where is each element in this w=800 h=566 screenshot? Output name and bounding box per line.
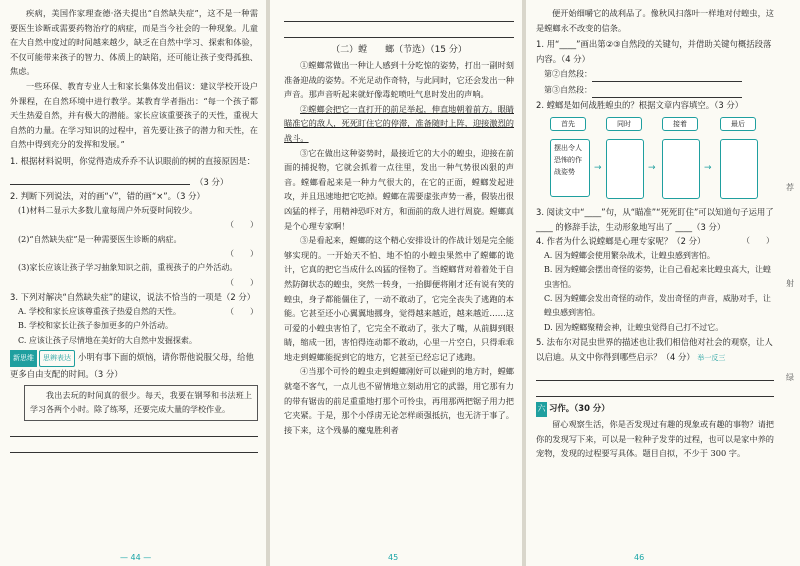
passage-paragraph: ③是看起来，螳螂的这个精心安排设计的作战计划是完全能够实现的。一开始天不怕、地不怕的小蝗虫果然中了螳螂的诡计，它真的把它当成什么凶猛的怪物了。当螳螂背对着着处于自然防御状态的蝗虫，突然一转身，一抬脚便将刚才还有说有笑的蝗虫，身子都能僵住了，一动不敢动了，它完全丧失了逃跑的本能。它甚至还小心翼翼地挪身，觉得越来越近，越来越近……这可爱的小蝗虫害怕了，它完全不敢动了，张大了嘴，从前脚到眼睛，缩成一团，害怕得连动都不敢动，心里一片空白，只得乖乖地走到螳螂能捉到它的地方，它甚至已经忘记了逃跑。 [284, 235, 514, 362]
q1-blank-label: 第②自然段： [544, 66, 774, 82]
q2-item-1: (1)材料二显示大多数儿童每周户外玩耍时间较少。 [18, 205, 198, 215]
arrow-right-icon: → [648, 162, 656, 173]
question-1: 1. 用“____”画出第②③自然段的关键句，并借助关键句概括段落内容。（4 分） [536, 39, 772, 64]
side-mark: 射 [786, 279, 794, 288]
passage-paragraph: ③它在做出这种姿势时，最接近它的大小的蝗虫，迎接在前面的捕捉物，它就会抓着一点往里，发出一种气势很凶狠的声音。螳螂看起来是一种力气很大的，在它的正面，螳螂发起进攻，并且迅速地把它吃掉。螳螂在需要虚张声势一番，假装出很凶猛的样子，用精神恐吓对方，和面前的敌人进行周旋。螳螂真是个心理专家啊！ [284, 147, 514, 231]
question-4: 4. 作者为什么说螳螂是心理专家呢？（2 分） （ ） [536, 234, 774, 249]
page-45 [270, 0, 522, 566]
answer-line[interactable] [284, 24, 514, 38]
page-number: 45 [388, 553, 399, 562]
question-5: 5. 法布尔对昆虫世界的描述也让我们相信他对社会的观察，让人以启迪。从文中你得到哪些启示？（4 分） 举一反三 [536, 337, 773, 362]
flow-cell[interactable] [606, 139, 644, 199]
flow-label: 最后 [720, 117, 756, 131]
flow-label: 接着 [662, 117, 698, 131]
scenario-text: 我出去玩的时间真的很少。每天，我要在钢琴和书法班上学习各两个小时。除了练琴，还要完成大量的学校作业。 [30, 391, 252, 414]
flow-cell[interactable] [720, 139, 758, 199]
question-4: 新思维 思辨表达 小明有事下面的烦恼，请你帮他说服父母，给他更多自由支配的时间。（3 分） [10, 351, 254, 379]
flow-cell: 摆出令人恐怖的作战姿势 [550, 139, 590, 197]
q4-option-c: C. 因为螳螂会发出奇怪的动作，发出奇怪的声音，威胁对手，让蝗虫感到害怕。 [544, 293, 771, 318]
task-number-badge: 六 [536, 402, 547, 417]
q3-option-a: A. 学校和家长应该尊重孩子热爱自然的天性。 [18, 306, 181, 316]
answer-line[interactable] [536, 367, 774, 381]
q4-option-d: D. 因为螳螂聚精会神，让蝗虫觉得自己打不过它。 [544, 322, 724, 332]
scenario-box [24, 385, 258, 421]
side-mark: 绿 [786, 373, 794, 382]
q2-paren-2[interactable]: （ ） [226, 248, 258, 258]
q4-option-b: B. 因为螳螂会摆出奇怪的姿势，让自己看起来比蝗虫高大，让蝗虫害怕。 [544, 265, 771, 289]
writing-task-text: 留心观察生活，你是否发现过有趣的现象或有趣的事物？请把你的发现写下来，可以是一粒种子发芽的过程，也可以是家中养的宠物，发现的过程要写具体。题目自拟，不少于 300 字。 [536, 418, 774, 459]
q2-paren-3[interactable]: （ ） [226, 277, 258, 287]
skill-tag: 思辨表达 [39, 350, 75, 367]
arrow-right-icon: → [594, 162, 602, 173]
passage-paragraph: ④当那个可怜的蝗虫走到螳螂刚好可以碰到的地方时，螳螂就毫不客气，一点儿也不留情地立刻动用它的武器，用它那有力的带有锯齿的前足重重地打那个可怜虫，再用那两把锯子用力把它夹紧。于是，那个小俘虏无论怎样顽强抵抗，也无济于事了。接下来，这个残暴的魔鬼胜利者 [284, 366, 514, 435]
page-46 [526, 0, 800, 566]
answer-line[interactable] [284, 8, 514, 22]
answer-line[interactable] [536, 383, 774, 397]
q4-paren[interactable]: （ ） [742, 236, 774, 246]
page-number: 46 [634, 553, 645, 562]
q4-option-a: A. 因为螳螂会使用繁杂战术，让蝗虫感到害怕。 [544, 250, 715, 260]
answer-line[interactable] [592, 68, 742, 82]
passage-paragraph: ①螳螂常做出一种让人感到十分吃惊的姿势，打出一副时刻准备迎战的姿势。不光足动作奇特，与此同时，它还会发出一种声音。那声音听起来就好像毒蛇喷吐气息时发出的声响。 [284, 60, 514, 100]
question-2: 2. 判断下列说法，对的画“√”，错的画“×”。（3 分） [10, 191, 205, 202]
answer-line[interactable] [592, 84, 742, 98]
flow-label: 同时 [606, 117, 642, 131]
q2-item-2: (2)“自然缺失症”是一种需要医生诊断的病症。 [18, 234, 182, 244]
answer-line[interactable] [10, 439, 258, 453]
question-3: 3. 阅读文中“____”句，从“瞄准”“死死盯住”可以知道句子运用了 ____ 的修辞手法，生动形象地写出了 ____（3 分） [536, 206, 774, 232]
flow-cell[interactable] [662, 139, 700, 199]
section-title: （二）螳 螂（节选）（15 分） [331, 45, 467, 55]
page-number: — 44 — [120, 553, 152, 562]
answer-line[interactable] [10, 423, 258, 437]
new-thinking-badge: 新思维 [10, 350, 37, 367]
q1-blank-label: 第③自然段： [544, 82, 774, 98]
q3-paren[interactable]: （ ） [226, 306, 258, 316]
q2-paren-1[interactable]: （ ） [226, 220, 258, 230]
flow-diagram [550, 117, 774, 203]
q3-option-b: B. 学校和家长让孩子参加更多的户外活动。 [18, 321, 173, 331]
passage-paragraph: 一些环保、教育专业人士和家长集体发出倡议：建议学校开设户外课程，在自然环境中进行教学。某教育学者指出：“每一个孩子都天生热爱自然，并有极大的潜能。家长应该重要孩子的天性，重视大自然的力量。在学习知识的过程中，首先要让孩子的潜力和天性，在自然中得到充分的发挥和发展。” [10, 80, 258, 150]
passage-paragraph: 疾病，美国作家理查德·洛夫提出“自然缺失症”，这不是一种需要医生诊断或需要药物治疗的病症，而是当今社会的一种现象。儿童在大自然中度过的时间越来越少，缺乏在自然中学习、探索和体验，不仅可能带来孩子的智力、体质上的缺陷，还可能让孩子变得孤独、焦虑。 [10, 8, 258, 77]
q2-item-3: (3)家长应该让孩子学习抽象知识之前，重视孩子的户外活动。 [18, 263, 238, 273]
question-1: 1. 根据材料说明，你觉得造成乔乔不认识眼前的树的直接原因是： [10, 155, 256, 166]
question-2: 2. 螳螂是如何战胜蝗虫的？根据文章内容填空。（3 分） [536, 100, 744, 111]
page-44 [0, 0, 266, 566]
question-3: 3. 下列对解决“自然缺失症”的建议，说法不恰当的一项是（2 分） （ ） [10, 290, 258, 305]
q3-option-c: C. 应该让孩子尽情地在美好的大自然中发掘探索。 [18, 335, 197, 345]
writing-task-heading: 六 习作。（30 分） [536, 401, 774, 417]
arrow-right-icon: → [704, 162, 712, 173]
tip-tag: 举一反三 [697, 353, 726, 362]
side-mark: 荐 [786, 183, 794, 192]
passage-paragraph: 便开始细嚼它的战利品了。像秋风扫落叶一样地对付蝗虫，这是螳螂永不改变的信条。 [536, 8, 774, 33]
answer-line[interactable] [10, 171, 190, 185]
flow-label: 首先 [550, 117, 586, 131]
score-label: （3 分） [195, 176, 229, 187]
passage-paragraph: ②螳螂会把它一直打开的前足举起，伸直地朝着前方。眼睛瞄准它的敌人，死死盯住它的停滞，准备随时上阵，迎接激烈的战斗。 [284, 103, 514, 143]
